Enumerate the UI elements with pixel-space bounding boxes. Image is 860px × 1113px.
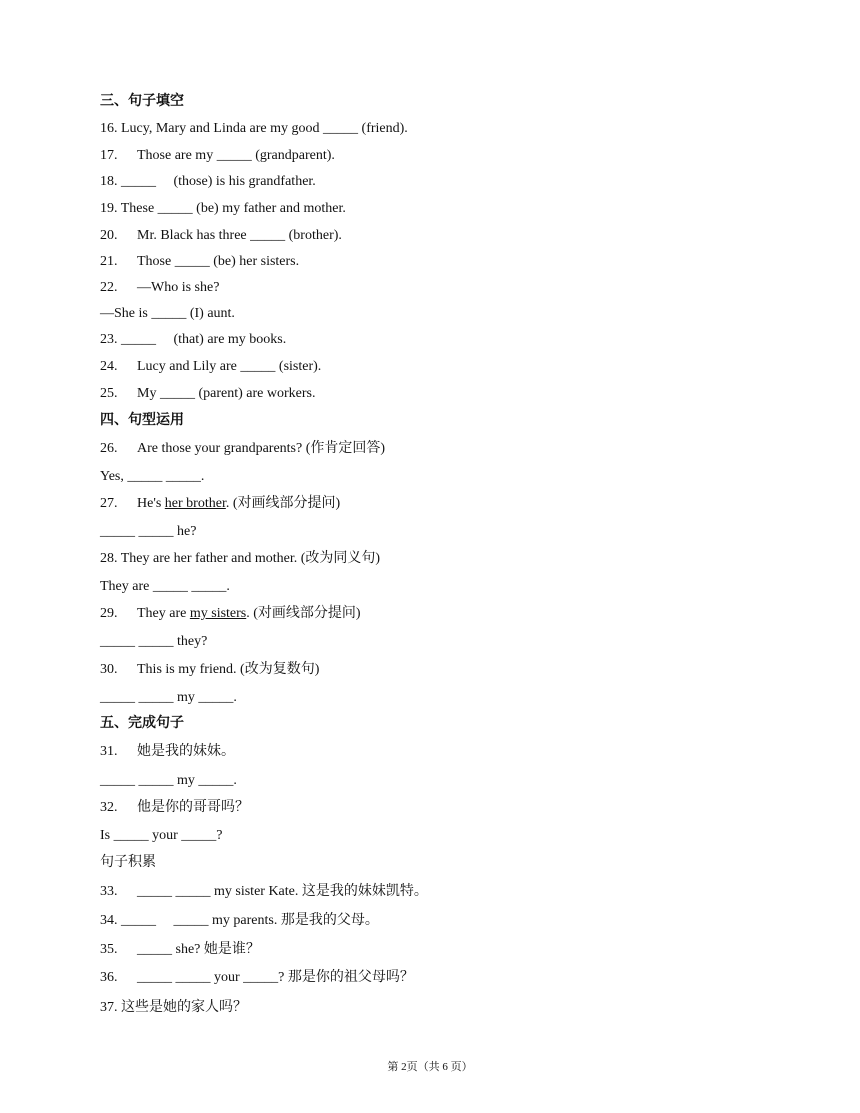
- question-number: 24.: [100, 359, 118, 374]
- underlined-phrase: my sisters: [189, 606, 247, 621]
- question-text: Are those your grandparents? (作肯定回答): [137, 441, 386, 456]
- underlined-phrase: her brother: [164, 496, 226, 511]
- question-29-answer: _____ _____ they?: [100, 634, 208, 649]
- question-16: 16. Lucy, Mary and Linda are my good _____ (friend).: [100, 121, 408, 136]
- question-31-answer: _____ _____ my _____.: [100, 773, 237, 788]
- question-24: [100, 358, 321, 376]
- question-number: 26.: [100, 441, 118, 456]
- question-17: [100, 147, 335, 165]
- question-number: 32.: [100, 800, 118, 815]
- question-27-answer: _____ _____ he?: [100, 524, 197, 539]
- question-text: _____ _____ my sister Kate. 这是我的妹妹凯特。: [137, 884, 428, 899]
- question-number: 27.: [100, 496, 118, 511]
- question-19: 19. These _____ (be) my father and mother.: [100, 201, 346, 216]
- question-26-answer: Yes, _____ _____.: [100, 469, 205, 484]
- question-30-answer: _____ _____ my _____.: [100, 690, 237, 705]
- question-26: [100, 440, 385, 458]
- question-number: 29.: [100, 606, 118, 621]
- question-text: My _____ (parent) are workers.: [137, 386, 316, 401]
- question-30: [100, 661, 319, 679]
- question-text: He's: [137, 496, 165, 511]
- question-18: 18. _____ (those) is his grandfather.: [100, 174, 316, 189]
- question-27: [100, 495, 340, 513]
- page-footer: 第 2页（共 6 页）: [387, 1061, 473, 1073]
- question-23: 23. _____ (that) are my books.: [100, 332, 287, 347]
- question-21: [100, 253, 299, 271]
- question-28-answer: They are _____ _____.: [100, 579, 230, 594]
- question-32-answer: Is _____ your _____?: [100, 828, 223, 843]
- question-number: 30.: [100, 662, 118, 677]
- question-text: Mr. Black has three _____ (brother).: [137, 228, 342, 243]
- question-34: 34. _____ _____ my parents. 那是我的父母。: [100, 913, 379, 928]
- question-text: Lucy and Lily are _____ (sister).: [137, 359, 322, 374]
- question-20: [100, 227, 342, 245]
- section-heading-5: 五、完成句子: [100, 715, 184, 731]
- question-22: [100, 279, 219, 297]
- question-number: 25.: [100, 386, 118, 401]
- question-35: [100, 941, 260, 959]
- question-number: 33.: [100, 884, 118, 899]
- question-number: 35.: [100, 942, 118, 957]
- question-number: 21.: [100, 254, 118, 269]
- question-text: Those _____ (be) her sisters.: [137, 254, 300, 269]
- question-text: They are: [137, 606, 190, 621]
- question-text: _____ she? 她是谁？: [137, 942, 260, 957]
- question-number: 31.: [100, 744, 118, 759]
- question-31: [100, 743, 235, 761]
- section-heading-4: 四、句型运用: [100, 412, 184, 428]
- question-22-answer: —She is _____ (I) aunt.: [100, 306, 235, 321]
- question-28: 28. They are her father and mother. (改为同义句): [100, 551, 381, 566]
- question-33: [100, 883, 428, 901]
- question-32: [100, 799, 249, 817]
- question-29: [100, 605, 361, 623]
- question-instruction: . (对画线部分提问): [225, 496, 341, 511]
- question-number: 17.: [100, 148, 118, 163]
- question-number: 36.: [100, 970, 118, 985]
- subsection-heading: 句子积累: [100, 855, 156, 870]
- question-number: 20.: [100, 228, 118, 243]
- section-heading-3: 三、句子填空: [100, 93, 184, 109]
- question-text: 他是你的哥哥吗？: [137, 800, 249, 815]
- question-text: —Who is she?: [137, 280, 220, 295]
- question-36: [100, 969, 414, 987]
- question-37: 37. 这些是她的家人吗？: [100, 1000, 247, 1015]
- question-text: 她是我的妹妹。: [137, 744, 235, 759]
- question-25: [100, 385, 315, 403]
- question-number: 22.: [100, 280, 118, 295]
- question-instruction: . (对画线部分提问): [246, 606, 361, 621]
- question-text: This is my friend. (改为复数句): [137, 662, 320, 677]
- question-text: _____ _____ your _____? 那是你的祖父母吗？: [137, 970, 414, 985]
- question-text: Those are my _____ (grandparent).: [137, 148, 335, 163]
